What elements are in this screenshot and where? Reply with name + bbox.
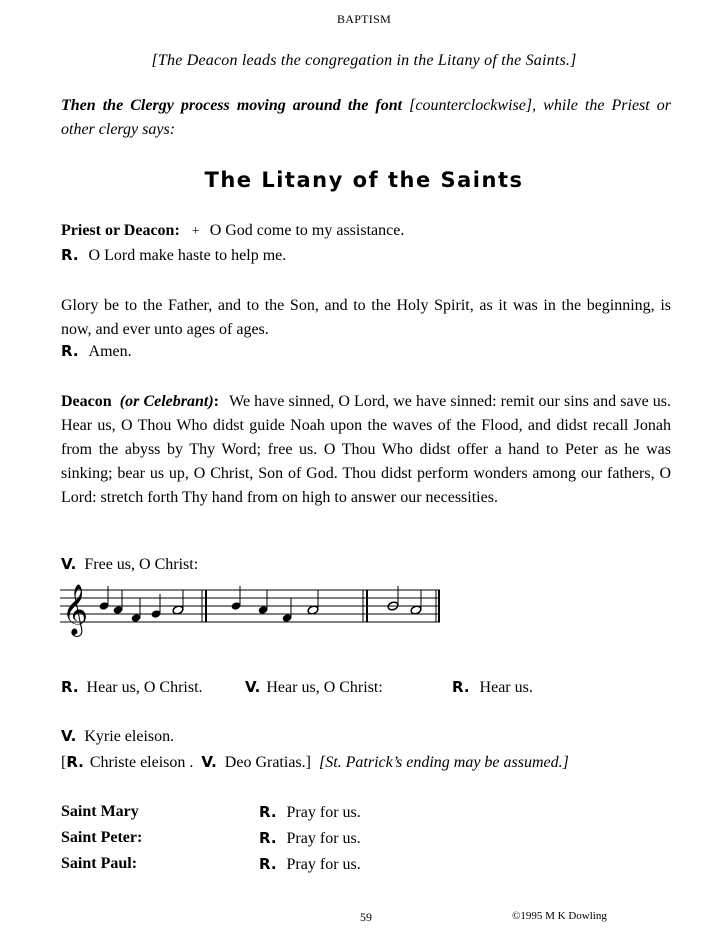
response-symbol: R. bbox=[452, 678, 470, 696]
response-symbol: R. bbox=[61, 342, 79, 360]
kyrie-versicle bbox=[61, 727, 174, 746]
measure-1 bbox=[99, 586, 184, 623]
versicle-symbol: V. bbox=[245, 678, 261, 696]
deacon-colon: : bbox=[213, 393, 219, 410]
deacon-speaker: Deacon bbox=[61, 393, 112, 410]
versicle-symbol: V. bbox=[201, 753, 217, 771]
saint-name: Saint Paul: bbox=[61, 855, 138, 872]
procession-bold: Then the Clergy process moving around the font bbox=[61, 97, 403, 114]
saint-response bbox=[259, 829, 361, 848]
litany-title: The Litany of the Saints bbox=[204, 168, 524, 192]
chant-intro-text: Free us, O Christ: bbox=[84, 556, 199, 573]
response-symbol: R. bbox=[259, 803, 277, 821]
measure-2 bbox=[231, 586, 319, 623]
kyrie-versicle2: Deo Gratias.] bbox=[224, 754, 311, 771]
kyrie-bracket: [ bbox=[61, 754, 67, 771]
saint-response bbox=[259, 803, 361, 822]
opening-versicle-text: O God come to my assistance. bbox=[209, 222, 405, 239]
page-number: 59 bbox=[360, 910, 372, 924]
procession-rest: , while the Priest or other clergy says: bbox=[61, 97, 672, 138]
staff-lines bbox=[60, 590, 440, 622]
chant-response-line-2 bbox=[452, 678, 533, 697]
kyrie-response-line bbox=[61, 753, 569, 772]
versicle-symbol: V. bbox=[61, 555, 77, 573]
procession-instruction bbox=[61, 94, 671, 142]
deacon-prayer bbox=[61, 390, 671, 510]
opening-response-text: O Lord make haste to help me. bbox=[88, 247, 287, 264]
running-header: BAPTISM bbox=[336, 12, 392, 26]
kyrie-response: Christe eleison . bbox=[89, 754, 194, 771]
kyrie-note: [St. Patrick’s ending may be assumed.] bbox=[318, 754, 569, 771]
response-symbol: R. bbox=[61, 678, 79, 696]
chant-intro bbox=[61, 555, 198, 574]
chant-r2: Hear us. bbox=[479, 679, 533, 696]
treble-clef-icon: 𝄞 bbox=[62, 584, 89, 635]
gloria-response-text: Amen. bbox=[88, 343, 132, 360]
saint-name: Saint Peter: bbox=[61, 829, 143, 846]
cross-icon: + bbox=[191, 224, 200, 239]
chant-response-line bbox=[61, 678, 203, 697]
chant-r1: Hear us, O Christ. bbox=[86, 679, 203, 696]
opening-speaker: Priest or Deacon: bbox=[61, 222, 180, 239]
saint-name: Saint Mary bbox=[61, 803, 139, 820]
gloria-text: Glory be to the Father, and to the Son, and to the Holy Spirit, as it was in the beginning, is now, and ever unto ages of ages. bbox=[61, 297, 671, 338]
kyrie-text: Kyrie eleison. bbox=[84, 728, 175, 745]
response-symbol: R. bbox=[259, 855, 277, 873]
gloria-response bbox=[61, 342, 132, 361]
response-symbol: R. bbox=[66, 753, 84, 771]
opening-versicle bbox=[61, 222, 404, 240]
saint-response-text: Pray for us. bbox=[286, 804, 361, 821]
chant-versicle-line bbox=[245, 678, 383, 697]
chant-v1: Hear us, O Christ: bbox=[266, 679, 383, 696]
saint-response-text: Pray for us. bbox=[286, 830, 361, 847]
saint-response-text: Pray for us. bbox=[286, 856, 361, 873]
response-symbol: R. bbox=[61, 246, 79, 264]
music-staff bbox=[60, 582, 442, 638]
versicle-symbol: V. bbox=[61, 727, 77, 745]
opening-response bbox=[61, 246, 286, 265]
deacon-prayer-text: We have sinned, O Lord, we have sinned: remit our sins and save us. Hear us, O Thou Who didst guide Noah upon the waves of the Flood, and didst recall Jonah from the abyss by Thy Word; free us. O Thou Who didst offer a hand to Peter as he was sinking; bear us up, O Christ, Son of God. Thou didst perform wonders among our fathers, O Lord: stretch forth Thy hand from on high to answer our necessities. bbox=[61, 393, 672, 506]
saint-response bbox=[259, 855, 361, 874]
rubric-litany: [The Deacon leads the congregation in the Litany of the Saints.] bbox=[151, 52, 577, 69]
copyright: ©1995 M K Dowling bbox=[512, 910, 607, 922]
response-symbol: R. bbox=[259, 829, 277, 847]
procession-bracket: [counterclockwise] bbox=[409, 97, 533, 114]
deacon-speaker-note: (or Celebrant) bbox=[119, 393, 214, 410]
